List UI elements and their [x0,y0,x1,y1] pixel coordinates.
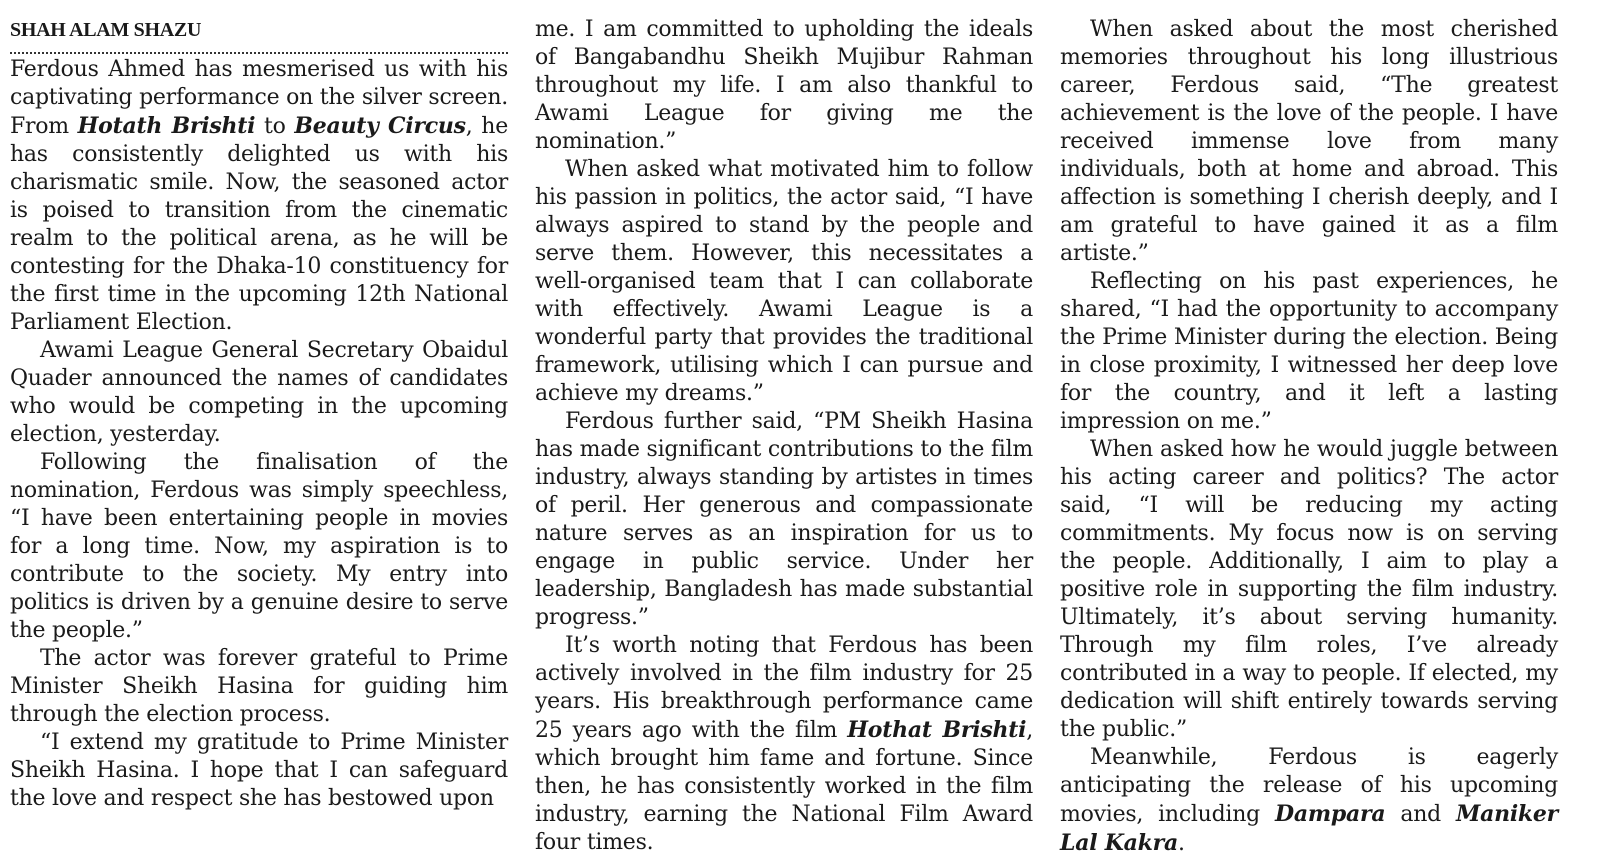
paragraph-4: The actor was forever grateful to Prime Minister Sheikh Hasina for guiding him through the election process. [10,646,508,727]
paragraph-12: Meanwhile, Ferdous is eagerly anticipating the release of his upcoming movies, including Dampara and Maniker Lal Kakra. [1060,745,1559,856]
paragraph-9: When asked about the most cherished memories throughout his long illustrious career, Ferdous said, “The greatest achievement is the love of the people. I have received immense love from many individuals, both at home and abroad. This affection is something I cherish deeply, and I am grateful to have gained it as a film artiste.” [1060,17,1558,266]
article-column-3 [1060,16,1558,858]
byline: SHAH ALAM SHAZU [10,16,508,54]
article-column-1 [10,16,508,813]
paragraph-2: Awami League General Secretary Obaidul Quader announced the names of candidates who would be competing in the upcoming election, yesterday. [10,338,508,447]
paragraph-7: Ferdous further said, “PM Sheikh Hasina has made significant contributions to the film industry, always standing by artistes in times of peril. Her generous and compassionate nature serves as an inspiration for us to engage in public service. Under her leadership, Bangladesh has made substantial progress.” [535,409,1033,630]
paragraph-11: When asked how he would juggle between his acting career and politics? The actor said, “I will be reducing my acting commitments. My focus now is on serving the people. Additionally, I aim to play a positive role in supporting the film industry. Ultimately, it’s about serving humanity. Through my film roles, I’ve already contributed in a way to people. If elected, my dedication will shift entirely towards serving the public.” [1060,437,1558,742]
paragraph-10: Reflecting on his past experiences, he shared, “I had the opportunity to accompany the Prime Minister during the election. Being in close proximity, I witnessed her deep love for the country, and it left a lasting impression on me.” [1060,269,1558,434]
film-title: Hothat Brishti [847,717,1027,743]
paragraph-5-continued: me. I am committed to upholding the ideals of Bangabandhu Sheikh Mujibur Rahman throughout my life. I am also thankful to Awami League for giving me the nomination.” [535,17,1033,154]
paragraph-5: “I extend my gratitude to Prime Minister Sheikh Hasina. I hope that I can safeguard the love and respect she has bestowed upon [10,730,508,811]
article-column-2 [535,16,1033,857]
paragraph-1: Ferdous Ahmed has mesmerised us with his captivating performance on the silver screen. From Hotath Brishti to Beauty Circus, he has consistently delighted us with his charismatic smile. Now, the seasoned actor is poised to transition from the cinematic realm to the political arena, as he will be contesting for the Dhaka-10 constituency for the first time in the upcoming 12th National Parliament Election. [10,57,508,335]
film-title: Beauty Circus [294,113,466,139]
film-title: Maniker Lal Kakra [1060,801,1559,856]
paragraph-3: Following the finalisation of the nomination, Ferdous was simply speechless, “I have been entertaining people in movies for a long time. Now, my aspiration is to contribute to the society. My entry into politics is driven by a genuine desire to serve the people.” [10,450,508,643]
paragraph-8: It’s worth noting that Ferdous has been actively involved in the film industry for 25 years. His breakthrough performance came 25 years ago with the film Hothat Brishti, which brought him fame and fortune. Since then, he has consistently worked in the film industry, earning the National Film Award four times. [535,633,1033,855]
film-title: Dampara [1274,801,1386,827]
paragraph-6: When asked what motivated him to follow his passion in politics, the actor said, “I have always aspired to stand by the people and serve them. However, this necessitates a well-organised team that I can collaborate with effectively. Awami League is a wonderful party that provides the traditional framework, utilising which I can pursue and achieve my dreams.” [535,157,1033,406]
film-title: Hotath Brishti [77,113,256,139]
